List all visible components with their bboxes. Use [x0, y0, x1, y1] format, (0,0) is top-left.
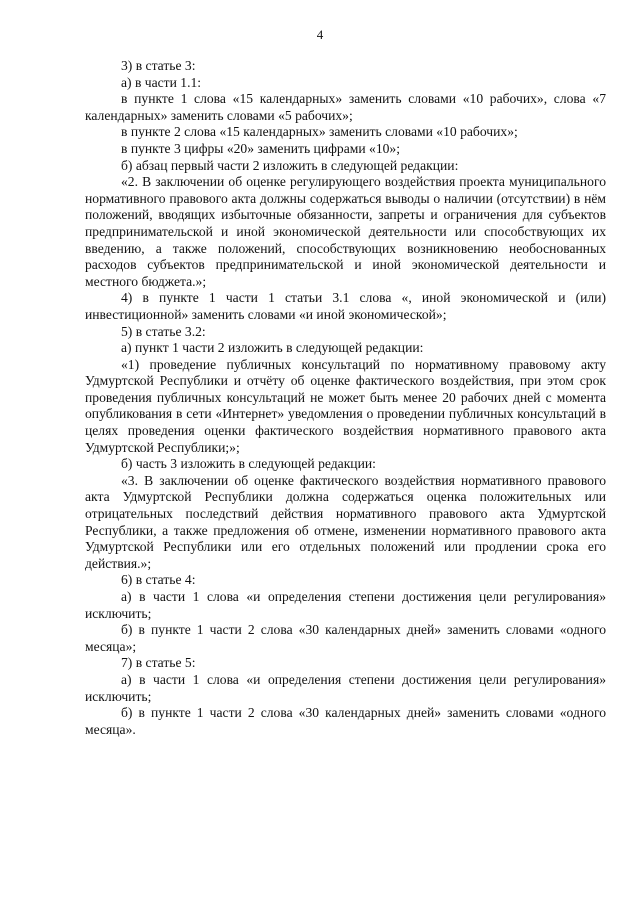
paragraph-article-5-b: б) в пункте 1 части 2 слова «30 календарных дней» заменить словами «одного месяца». [85, 705, 606, 737]
paragraph-item-2: в пункте 2 слова «15 календарных» заменить словами «10 рабочих»; [121, 124, 518, 140]
paragraph-article-5-a: а) в части 1 слова «и определения степени достижения цели регулирования» исключить; [85, 671, 606, 704]
paragraph-article-3-2-a-text: «1) проведение публичных консультаций по нормативному правовому акту Удмуртской Республики и отчёту об оценке фактического воздействия, при этом срок проведения публичных консультаций не может быть менее 20 рабочих дней с момента опубликования в сети «Интернет» уведомления о проведении публичных консультаций в целях проведения оценки фактического воздействия нормативного правового акта Удмуртской Республики;»; [85, 356, 606, 455]
paragraph-item-3: в пункте 3 цифры «20» заменить цифрами «10»; [121, 140, 400, 156]
paragraph-article-3-2: 5) в статье 3.2: [121, 323, 206, 339]
paragraph-article-3-2-b: б) часть 3 изложить в следующей редакции: [121, 456, 376, 472]
paragraph-article-3-1: 4) в пункте 1 части 1 статьи 3.1 слова «, иной экономической и (или) инвестиционной» заменить словами «и иной экономической»; [85, 290, 606, 322]
page-number: 4 [316, 27, 324, 42]
paragraph-article-4: 6) в статье 4: [121, 572, 196, 588]
paragraph-part-1-1: а) в части 1.1: [121, 74, 202, 90]
paragraph-article-3: 3) в статье 3: [121, 58, 196, 73]
paragraph-item-1: в пункте 1 слова «15 календарных» заменить словами «10 рабочих», слова «7 календарных» заменить словами «5 рабочих»; [85, 91, 606, 123]
paragraph-part-2-text: «2. В заключении об оценке регулирующего воздействия проекта муниципального нормативного правового акта должны содержаться выводы о наличии (отсутствии) в нём положений, вводящих избыточные обязанности, запреты и ограничения для субъектов предпринимательской и иной экономической деятельности или способствующих их введению, а также положений, способствующих возникновению необоснованных расходов субъектов предпринимательской и иной экономической деятельности и местного бюджета.»; [85, 174, 606, 289]
paragraph-article-3-2-b-text: «3. В заключении об оценке фактического воздействия нормативного правового акта Удмуртской Республики должна содержаться оценка положительных или отрицательных последствий действия нормативного правового акта Удмуртской Республики, а также предложения об отмене, изменении нормативного правового акта Удмуртской Республики или его отдельных положений или продлении срока его действия.»; [85, 472, 606, 571]
paragraph-article-4-b: б) в пункте 1 части 2 слова «30 календарных дней» заменить словами «одного месяца»; [85, 622, 606, 654]
paragraph-part-2-intro: б) абзац первый части 2 изложить в следующей редакции: [121, 157, 459, 173]
paragraph-article-3-2-a: а) пункт 1 части 2 изложить в следующей редакции: [121, 340, 424, 356]
paragraph-article-4-a: а) в части 1 слова «и определения степени достижения цели регулирования» исключить; [85, 589, 606, 621]
paragraph-article-5: 7) в статье 5: [121, 655, 196, 671]
